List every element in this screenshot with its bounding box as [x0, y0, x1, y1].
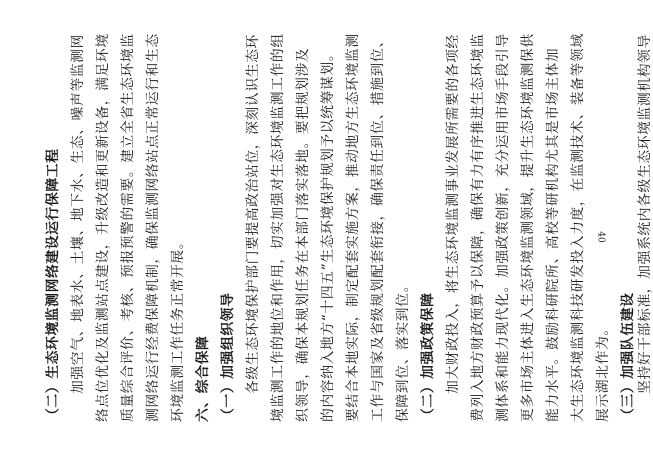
page-number: 40	[595, 231, 606, 243]
body-line: 测体系和能力现代化。加强政策创新，充分运用市场手段引导	[495, 33, 511, 422]
body-line: 坚持好干部标准，加强系统内各级生态环境监测机构领导	[637, 34, 653, 394]
body-line: 加大财政投入，将生态环境监测事业发展所需要的各项经	[445, 34, 461, 394]
rotated-text-block-tail	[45, 34, 653, 422]
body-line: 织领导，确保本规划任务在本部门落实落地。要把规划涉及	[295, 47, 311, 422]
body-line: 要结合本地实际，制定配套实施方案，推动地方生态环境监测	[345, 33, 361, 422]
subsection-heading: （二）加强政策保障	[420, 292, 436, 422]
body-line: 络点位优化及监测站点建设，升级改造和更新设备，满足环境	[95, 33, 111, 422]
body-line: 展示湖北作为。	[595, 321, 611, 422]
section-heading: 六、综合保障	[195, 335, 211, 422]
body-line: 更多市场主体进入生态环境监测领域，提升生态环境监测保供	[520, 33, 536, 422]
body-line: 工作与国家及省级规划配套衔接，确保责任到位、措施到位、	[370, 33, 386, 422]
section-heading: （二）生态环境监测网络建设运行保障工程	[45, 148, 61, 422]
body-line: 质量综合评价、考核、预报预警的需要。建立全省生态环境监	[120, 33, 136, 422]
body-line: 测网络运行经费保障机制，确保监测网络站点正常运行和生态	[145, 33, 161, 422]
body-line: 加强空气、地表水、土壤、地下水、生态、噪声等监测网	[70, 34, 86, 394]
body-line: 各级生态环境保护部门要提高政治站位，深刻认识生态环	[245, 34, 261, 394]
body-line: 保障到位、落实到位。	[395, 278, 411, 422]
subsection-heading: （一）加强组织领导	[220, 292, 236, 422]
body-line: 环境监测工作任务正常开展。	[170, 234, 186, 422]
body-line: 大生态环境监测科技研发投入力度，在监测技术、装备等领域	[570, 33, 586, 422]
body-line: 境监测工作的地位和作用，切实加强对生态环境监测工作的组	[270, 33, 286, 422]
body-line: 费列入地方财政预算予以保障，确保有力有序推进生态环境监	[470, 33, 486, 422]
subsection-heading: （三）加强队伍建设	[620, 292, 636, 422]
body-line: 能力水平。鼓励科研院所、高校等研机构尤其是市场主体加	[545, 47, 561, 422]
body-line: 的内容纳入地方“十四五”生态环境保护规划予以统筹谋划。	[320, 46, 336, 422]
